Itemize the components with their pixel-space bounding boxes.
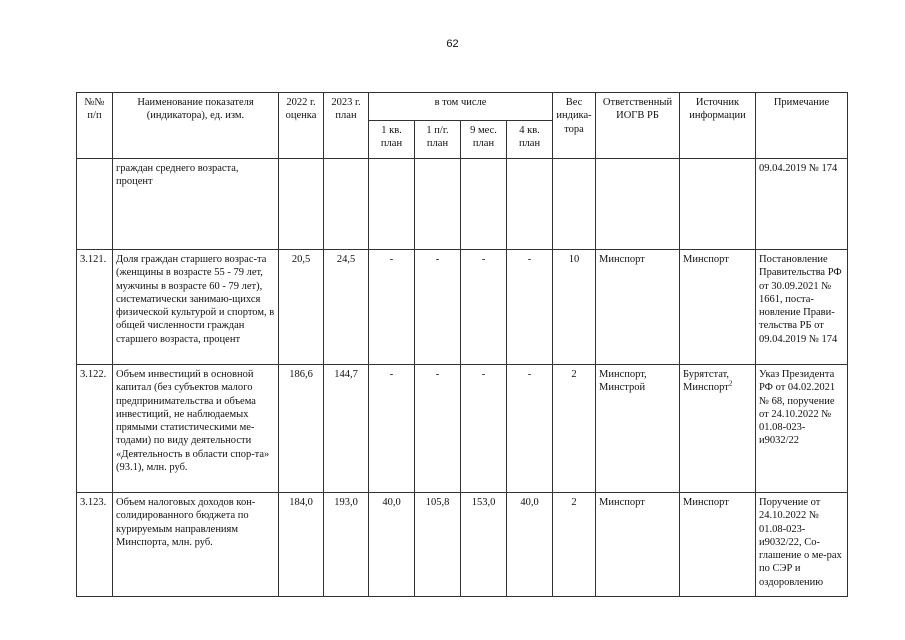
row-responsible: Минспорт	[596, 250, 680, 365]
row-note: 09.04.2019 № 174	[756, 159, 848, 250]
header-q4: 4 кв. план	[507, 121, 553, 159]
row-source	[680, 159, 756, 250]
row-2022	[279, 159, 324, 250]
row-9m: 153,0	[461, 493, 507, 597]
header-2023: 2023 г. план	[324, 93, 369, 159]
row-2023	[324, 159, 369, 250]
header-responsible: Ответственный ИОГВ РБ	[596, 93, 680, 159]
header-weight: Вес индика-тора	[553, 93, 596, 159]
row-h1	[415, 159, 461, 250]
row-2022: 186,6	[279, 365, 324, 493]
row-9m	[461, 159, 507, 250]
footnote-marker: 2	[728, 379, 733, 388]
row-h1: 105,8	[415, 493, 461, 597]
row-source-text: Бурятстат, Минспорт	[683, 369, 730, 394]
row-weight: 10	[553, 250, 596, 365]
header-num: №№ п/п	[77, 93, 113, 159]
row-source	[680, 493, 756, 597]
row-weight: 2	[553, 493, 596, 597]
row-num: 3.121.	[77, 250, 113, 365]
page-number: 62	[446, 38, 459, 50]
row-weight	[553, 159, 596, 250]
row-note: Постановление Правительства РФ от 30.09.2021 № 1661, поста-новление Прави-тельства РБ от 09.04.2019 № 174	[756, 250, 848, 365]
row-q4: 40,0	[507, 493, 553, 597]
row-9m: -	[461, 250, 507, 365]
row-note: Указ Президента РФ от 04.02.2021 № 68, поручение от 24.10.2022 № 01.08-023-и9032/22	[756, 365, 848, 493]
row-q1: 40,0	[369, 493, 415, 597]
row-weight: 2	[553, 365, 596, 493]
row-name: Объем инвестиций в основной капитал (без субъектов малого предпринимательства и объема инвестиций, не наблюдаемых прямыми статистическими ме-тодами) по виду деятельности «Деятельность в области спор-та» (93.1), млн. руб.	[113, 365, 279, 493]
row-name: граждан среднего возраста, процент	[113, 159, 279, 250]
header-note: Примечание	[756, 93, 848, 159]
row-note: Поручение от 24.10.2022 № 01.08-023-и9032/22, Со-глашение о ме-рах по СЭР и оздоровлению	[756, 493, 848, 597]
header-row	[77, 93, 848, 121]
row-source	[680, 250, 756, 365]
row-h1: -	[415, 250, 461, 365]
row-num: 3.122.	[77, 365, 113, 493]
header-2022: 2022 г. оценка	[279, 93, 324, 159]
row-2023: 193,0	[324, 493, 369, 597]
row-2023: 24,5	[324, 250, 369, 365]
row-q4: -	[507, 365, 553, 493]
row-responsible: Минспорт, Минстрой	[596, 365, 680, 493]
row-name: Доля граждан старшего возрас-та (женщины в возрасте 55 - 79 лет, мужчины в возрасте 60 - 79 лет), систематически занимаю-щихся физической культурой и спортом, в общей численности граждан старшего возраста, процент	[113, 250, 279, 365]
row-2022: 184,0	[279, 493, 324, 597]
row-source-text: Минспорт	[683, 497, 729, 508]
header-q1: 1 кв. план	[369, 121, 415, 159]
row-q4	[507, 159, 553, 250]
table-row	[77, 250, 848, 365]
row-source	[680, 365, 756, 493]
row-2023: 144,7	[324, 365, 369, 493]
table-row	[77, 365, 848, 493]
row-q4: -	[507, 250, 553, 365]
row-source-text: Минспорт	[683, 254, 729, 265]
row-h1: -	[415, 365, 461, 493]
header-name: Наименование показателя (индикатора), ед. изм.	[113, 93, 279, 159]
header-h1: 1 п/г. план	[415, 121, 461, 159]
header-source: Источник информации	[680, 93, 756, 159]
table-row	[77, 159, 848, 250]
row-num	[77, 159, 113, 250]
row-9m: -	[461, 365, 507, 493]
row-2022: 20,5	[279, 250, 324, 365]
indicators-table	[76, 92, 848, 597]
header-including: в том числе	[369, 93, 553, 121]
row-responsible: Минспорт	[596, 493, 680, 597]
row-q1: -	[369, 250, 415, 365]
header-9m: 9 мес. план	[461, 121, 507, 159]
table-row	[77, 493, 848, 597]
row-responsible	[596, 159, 680, 250]
row-name: Объем налоговых доходов кон-солидированного бюджета по курируемым направлениям Минспорта, млн. руб.	[113, 493, 279, 597]
row-num: 3.123.	[77, 493, 113, 597]
row-q1: -	[369, 365, 415, 493]
row-q1	[369, 159, 415, 250]
